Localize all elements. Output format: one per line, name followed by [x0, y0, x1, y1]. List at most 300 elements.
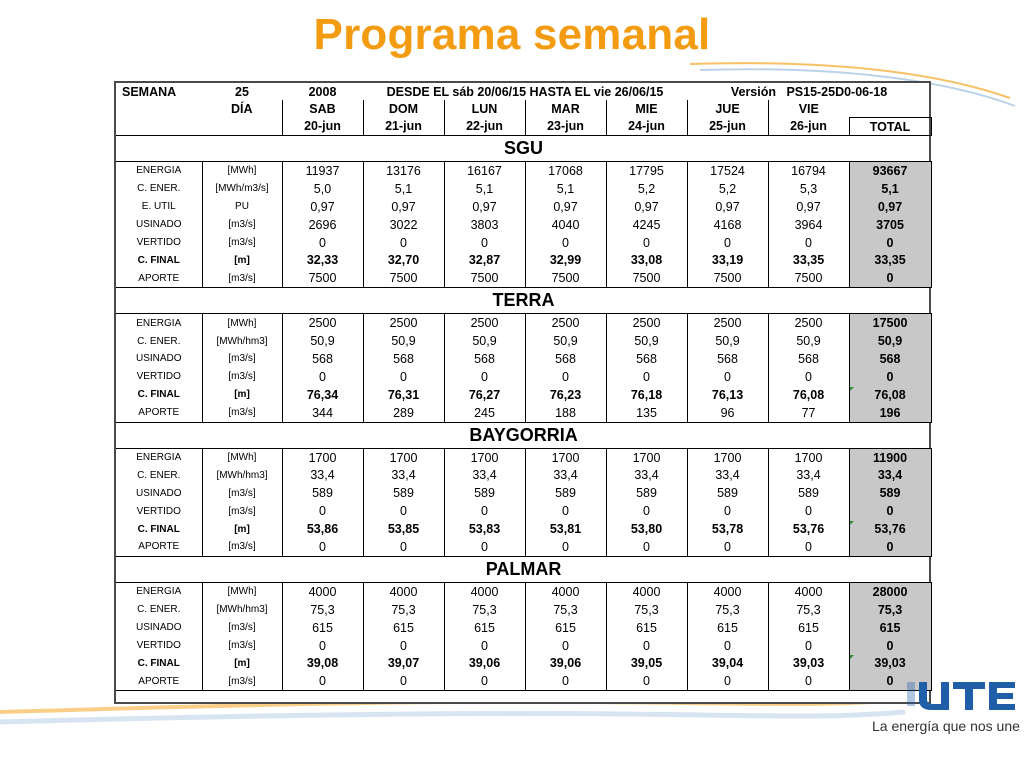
value-cell: 4000 [606, 582, 687, 600]
value-cell: 50,9 [444, 332, 525, 350]
row-unit: [MWh] [202, 162, 282, 180]
value-cell: 615 [687, 619, 768, 637]
value-cell: 188 [525, 404, 606, 422]
value-cell: 0 [687, 538, 768, 556]
value-cell: 0 [525, 368, 606, 386]
total-cell: 17500 [849, 314, 931, 332]
value-cell: 7500 [363, 269, 444, 287]
value-cell: 33,4 [525, 466, 606, 484]
value-cell: 53,81 [525, 520, 606, 538]
spacer-cell [849, 100, 931, 118]
value-cell: 75,3 [282, 601, 363, 619]
value-cell: 39,08 [282, 654, 363, 672]
value-cell: 0,97 [444, 198, 525, 216]
value-cell: 0 [687, 637, 768, 655]
value-cell: 615 [768, 619, 849, 637]
total-cell [849, 386, 931, 404]
value-cell: 0 [768, 538, 849, 556]
row-unit: [m] [202, 386, 282, 404]
table-row [116, 601, 931, 619]
row-label: ENERGIA [116, 162, 202, 180]
day-date: 22-jun [444, 118, 525, 136]
total-cell: 28000 [849, 582, 931, 600]
value-cell: 2500 [525, 314, 606, 332]
value-cell: 7500 [606, 269, 687, 287]
row-label: VERTIDO [136, 505, 181, 517]
row-label: ENERGIA [116, 448, 202, 466]
value-cell: 7500 [444, 269, 525, 287]
value-cell: 76,23 [525, 386, 606, 404]
comment-marker-icon [849, 521, 854, 526]
row-unit: [m3/s] [202, 216, 282, 234]
value-cell: 7500 [525, 269, 606, 287]
total-value: 53,76 [874, 522, 906, 537]
value-cell: 589 [282, 484, 363, 502]
value-cell: 0,97 [687, 198, 768, 216]
value-cell: 16794 [768, 162, 849, 180]
value-cell: 589 [444, 484, 525, 502]
day-name: SAB [282, 100, 363, 118]
total-cell: 0 [849, 269, 931, 287]
total-cell: 93667 [849, 162, 931, 180]
value-cell: 568 [444, 350, 525, 368]
row-unit: [MWh/m3/s] [202, 180, 282, 198]
value-cell: 0 [525, 538, 606, 556]
weekly-program-table [114, 81, 931, 704]
value-cell: 33,4 [282, 466, 363, 484]
value-cell: 7500 [282, 269, 363, 287]
day-date: 20-jun [282, 118, 363, 136]
value-cell: 245 [444, 404, 525, 422]
value-cell: 0,97 [282, 198, 363, 216]
value-cell: 0 [606, 538, 687, 556]
section-row [116, 288, 931, 314]
row-unit: PU [202, 198, 282, 216]
value-cell: 13176 [363, 162, 444, 180]
date-range: DESDE EL sáb 20/06/15 HASTA EL vie 26/06/15 [386, 84, 664, 99]
value-cell: 33,4 [687, 466, 768, 484]
total-cell: 50,9 [849, 332, 931, 350]
value-cell: 33,4 [606, 466, 687, 484]
value-cell: 5,1 [444, 180, 525, 198]
value-cell: 589 [606, 484, 687, 502]
section-row [116, 136, 931, 162]
value-cell: 33,08 [606, 251, 687, 269]
ute-logo [905, 678, 1017, 712]
value-cell: 11937 [282, 162, 363, 180]
value-cell: 0 [363, 672, 444, 690]
value-cell: 568 [768, 350, 849, 368]
value-cell: 0 [768, 234, 849, 252]
row-label: VERTIDO [136, 237, 181, 248]
row-unit: [m3/s] [202, 269, 282, 287]
value-cell: 76,13 [687, 386, 768, 404]
value-cell: 0,97 [525, 198, 606, 216]
total-header: TOTAL [849, 118, 931, 136]
version-code: PS15-25D0-06-18 [786, 84, 888, 99]
value-cell: 0 [687, 672, 768, 690]
version [687, 83, 931, 100]
value-cell: 76,34 [282, 386, 363, 404]
value-cell: 17524 [687, 162, 768, 180]
row-label: C. ENER. [137, 183, 181, 195]
value-cell: 32,99 [525, 251, 606, 269]
value-cell: 53,85 [363, 520, 444, 538]
value-cell: 33,4 [444, 466, 525, 484]
value-cell: 5,0 [282, 180, 363, 198]
value-cell: 76,31 [363, 386, 444, 404]
day-date: 25-jun [687, 118, 768, 136]
value-cell: 96 [687, 404, 768, 422]
value-cell: 135 [606, 404, 687, 422]
day-name: VIE [768, 100, 849, 118]
table-row [116, 162, 931, 180]
row-unit: [m] [202, 654, 282, 672]
value-cell: 32,70 [363, 251, 444, 269]
value-cell: 53,80 [606, 520, 687, 538]
row-label: APORTE [116, 269, 202, 287]
row-unit: [m] [202, 251, 282, 269]
comment-marker-icon [849, 387, 854, 392]
value-cell: 2500 [606, 314, 687, 332]
value-cell: 2696 [282, 216, 363, 234]
day-header-label: DÍA [230, 101, 253, 116]
value-cell: 75,3 [687, 601, 768, 619]
value-cell: 0 [606, 637, 687, 655]
value-cell: 344 [282, 404, 363, 422]
day-name: LUN [444, 100, 525, 118]
row-unit: [MWh/hm3] [202, 466, 282, 484]
table-row [116, 350, 931, 368]
value-cell: 7500 [687, 269, 768, 287]
value-cell: 568 [282, 350, 363, 368]
value-cell: 615 [282, 619, 363, 637]
value-cell: 0 [363, 502, 444, 520]
value-cell: 5,2 [687, 180, 768, 198]
value-cell: 4000 [444, 582, 525, 600]
value-cell: 76,27 [444, 386, 525, 404]
day-names-row [116, 100, 931, 118]
row-unit: [m3/s] [202, 404, 282, 422]
section-name: PALMAR [116, 556, 931, 582]
value-cell: 7500 [768, 269, 849, 287]
value-cell: 0 [444, 502, 525, 520]
total-cell [849, 654, 931, 672]
value-cell: 0 [363, 637, 444, 655]
value-cell: 568 [687, 350, 768, 368]
total-value: 76,08 [874, 387, 906, 402]
section-row [116, 556, 931, 582]
value-cell: 76,08 [768, 386, 849, 404]
value-cell: 4000 [363, 582, 444, 600]
value-cell: 1700 [363, 448, 444, 466]
row-unit: [MWh] [202, 582, 282, 600]
value-cell: 2500 [282, 314, 363, 332]
value-cell: 0 [606, 672, 687, 690]
total-cell: 0,97 [849, 198, 931, 216]
value-cell: 0 [363, 538, 444, 556]
value-cell: 0 [282, 368, 363, 386]
value-cell: 39,06 [444, 654, 525, 672]
total-cell: 0 [849, 538, 931, 556]
value-cell: 33,4 [768, 466, 849, 484]
value-cell: 4000 [768, 582, 849, 600]
week-number: 25 [235, 84, 249, 99]
value-cell: 1700 [525, 448, 606, 466]
value-cell: 50,9 [282, 332, 363, 350]
row-unit: [MWh/hm3] [202, 332, 282, 350]
table-row [116, 314, 931, 332]
total-cell: 0 [849, 368, 931, 386]
row-unit: [m3/s] [202, 234, 282, 252]
value-cell: 0 [606, 234, 687, 252]
value-cell: 53,86 [282, 520, 363, 538]
row-unit: [m3/s] [202, 619, 282, 637]
table-row [116, 654, 931, 672]
row-label: USINADO [135, 353, 182, 365]
value-cell: 615 [363, 619, 444, 637]
row-label: E. UTIL [141, 201, 176, 213]
spacer-cell [116, 100, 202, 118]
value-cell: 39,04 [687, 654, 768, 672]
page-title: Programa semanal [313, 10, 711, 59]
value-cell: 1700 [282, 448, 363, 466]
table-row [116, 672, 931, 690]
total-cell: 0 [849, 637, 931, 655]
total-cell: 196 [849, 404, 931, 422]
row-unit: [m3/s] [202, 484, 282, 502]
value-cell: 0,97 [768, 198, 849, 216]
value-cell: 2500 [687, 314, 768, 332]
total-cell: 615 [849, 619, 931, 637]
value-cell: 568 [606, 350, 687, 368]
value-cell: 0 [363, 368, 444, 386]
row-label: ENERGIA [116, 582, 202, 600]
value-cell: 3803 [444, 216, 525, 234]
table-row [116, 386, 931, 404]
value-cell: 75,3 [444, 601, 525, 619]
value-cell: 5,1 [363, 180, 444, 198]
value-cell: 0 [768, 502, 849, 520]
day-name: MAR [525, 100, 606, 118]
day-date: 23-jun [525, 118, 606, 136]
value-cell: 0 [444, 637, 525, 655]
spacer-cell [116, 118, 202, 136]
table-row [116, 332, 931, 350]
row-unit: [m3/s] [202, 538, 282, 556]
value-cell: 0 [768, 672, 849, 690]
table-row [116, 637, 931, 655]
value-cell: 2500 [768, 314, 849, 332]
value-cell: 4040 [525, 216, 606, 234]
value-cell: 17068 [525, 162, 606, 180]
row-label: ENERGIA [116, 314, 202, 332]
value-cell: 39,07 [363, 654, 444, 672]
value-cell: 589 [363, 484, 444, 502]
value-cell: 0 [606, 502, 687, 520]
value-cell: 0 [444, 538, 525, 556]
value-cell: 5,3 [768, 180, 849, 198]
table-row [116, 251, 931, 269]
row-unit: [MWh] [202, 314, 282, 332]
value-cell: 53,78 [687, 520, 768, 538]
value-cell: 33,35 [768, 251, 849, 269]
value-cell: 0 [606, 368, 687, 386]
row-unit: [m3/s] [202, 502, 282, 520]
row-label: USINADO [135, 622, 182, 634]
table-row [116, 484, 931, 502]
value-cell: 0 [282, 538, 363, 556]
table-row [116, 368, 931, 386]
table-row [116, 466, 931, 484]
total-cell [849, 520, 931, 538]
table-row [116, 404, 931, 422]
value-cell: 0 [687, 368, 768, 386]
row-label: APORTE [116, 538, 202, 556]
value-cell: 2500 [363, 314, 444, 332]
header-row [116, 83, 931, 100]
table-row [116, 619, 931, 637]
value-cell: 0 [687, 502, 768, 520]
day-date: 26-jun [768, 118, 849, 136]
value-cell: 589 [768, 484, 849, 502]
row-label: C. ENER. [137, 469, 181, 481]
value-cell: 77 [768, 404, 849, 422]
value-cell: 4000 [525, 582, 606, 600]
row-unit: [m] [202, 520, 282, 538]
value-cell: 3964 [768, 216, 849, 234]
value-cell: 0 [282, 502, 363, 520]
value-cell: 0 [525, 672, 606, 690]
day-date: 24-jun [606, 118, 687, 136]
value-cell: 3022 [363, 216, 444, 234]
row-label: C. FINAL [137, 389, 180, 401]
value-cell: 1700 [768, 448, 849, 466]
total-cell: 0 [849, 234, 931, 252]
value-cell: 50,9 [687, 332, 768, 350]
value-cell: 0 [282, 672, 363, 690]
total-cell: 568 [849, 350, 931, 368]
total-cell: 0 [849, 672, 931, 690]
value-cell: 75,3 [606, 601, 687, 619]
table-row [116, 502, 931, 520]
value-cell: 4245 [606, 216, 687, 234]
value-cell: 1700 [606, 448, 687, 466]
value-cell: 615 [606, 619, 687, 637]
table-row [116, 234, 931, 252]
section-name: SGU [116, 136, 931, 162]
section-name: BAYGORRIA [116, 422, 931, 448]
version-label: Versión [730, 84, 777, 99]
value-cell: 2500 [444, 314, 525, 332]
row-label: VERTIDO [136, 640, 181, 652]
value-cell: 4000 [687, 582, 768, 600]
value-cell: 50,9 [606, 332, 687, 350]
total-cell: 11900 [849, 448, 931, 466]
total-value: 39,03 [874, 656, 906, 671]
day-name: JUE [687, 100, 768, 118]
value-cell: 5,2 [606, 180, 687, 198]
year: 2008 [308, 84, 337, 99]
slogan: La energía que nos une [872, 718, 1020, 734]
day-name: DOM [363, 100, 444, 118]
week-label: SEMANA [122, 84, 177, 99]
total-cell: 5,1 [849, 180, 931, 198]
section-name: TERRA [116, 288, 931, 314]
value-cell: 0,97 [606, 198, 687, 216]
value-cell: 0 [282, 637, 363, 655]
value-cell: 50,9 [363, 332, 444, 350]
row-unit: [m3/s] [202, 368, 282, 386]
spacer-cell [202, 118, 282, 136]
value-cell: 50,9 [768, 332, 849, 350]
value-cell: 0 [444, 672, 525, 690]
value-cell: 5,1 [525, 180, 606, 198]
row-label: C. FINAL [137, 657, 180, 669]
value-cell: 0 [363, 234, 444, 252]
row-label: APORTE [116, 404, 202, 422]
row-label: USINADO [135, 487, 182, 499]
value-cell: 53,76 [768, 520, 849, 538]
value-cell: 0 [444, 234, 525, 252]
row-label: C. ENER. [137, 335, 181, 347]
total-cell: 75,3 [849, 601, 931, 619]
value-cell: 75,3 [363, 601, 444, 619]
value-cell: 32,87 [444, 251, 525, 269]
row-unit: [MWh] [202, 448, 282, 466]
value-cell: 32,33 [282, 251, 363, 269]
value-cell: 289 [363, 404, 444, 422]
value-cell: 568 [525, 350, 606, 368]
value-cell: 0 [525, 234, 606, 252]
value-cell: 568 [363, 350, 444, 368]
row-label: C. FINAL [137, 523, 180, 535]
table-row [116, 520, 931, 538]
row-label: VERTIDO [136, 371, 181, 383]
table-row [116, 269, 931, 287]
comment-marker-icon [849, 655, 854, 660]
row-unit: [m3/s] [202, 637, 282, 655]
total-cell: 589 [849, 484, 931, 502]
value-cell: 33,4 [363, 466, 444, 484]
value-cell: 0 [768, 368, 849, 386]
value-cell: 76,18 [606, 386, 687, 404]
value-cell: 0 [687, 234, 768, 252]
day-name: MIE [606, 100, 687, 118]
value-cell: 39,03 [768, 654, 849, 672]
table-row [116, 180, 931, 198]
table-row [116, 582, 931, 600]
total-cell: 0 [849, 502, 931, 520]
value-cell: 39,06 [525, 654, 606, 672]
row-label: C. FINAL [137, 254, 180, 266]
value-cell: 1700 [687, 448, 768, 466]
total-cell: 3705 [849, 216, 931, 234]
value-cell: 17795 [606, 162, 687, 180]
value-cell: 16167 [444, 162, 525, 180]
value-cell: 0 [444, 368, 525, 386]
value-cell: 75,3 [525, 601, 606, 619]
value-cell: 50,9 [525, 332, 606, 350]
total-cell: 33,35 [849, 251, 931, 269]
value-cell: 4168 [687, 216, 768, 234]
day-dates-row [116, 118, 931, 136]
value-cell: 75,3 [768, 601, 849, 619]
value-cell: 615 [525, 619, 606, 637]
table-row [116, 448, 931, 466]
value-cell: 589 [525, 484, 606, 502]
value-cell: 0 [768, 637, 849, 655]
